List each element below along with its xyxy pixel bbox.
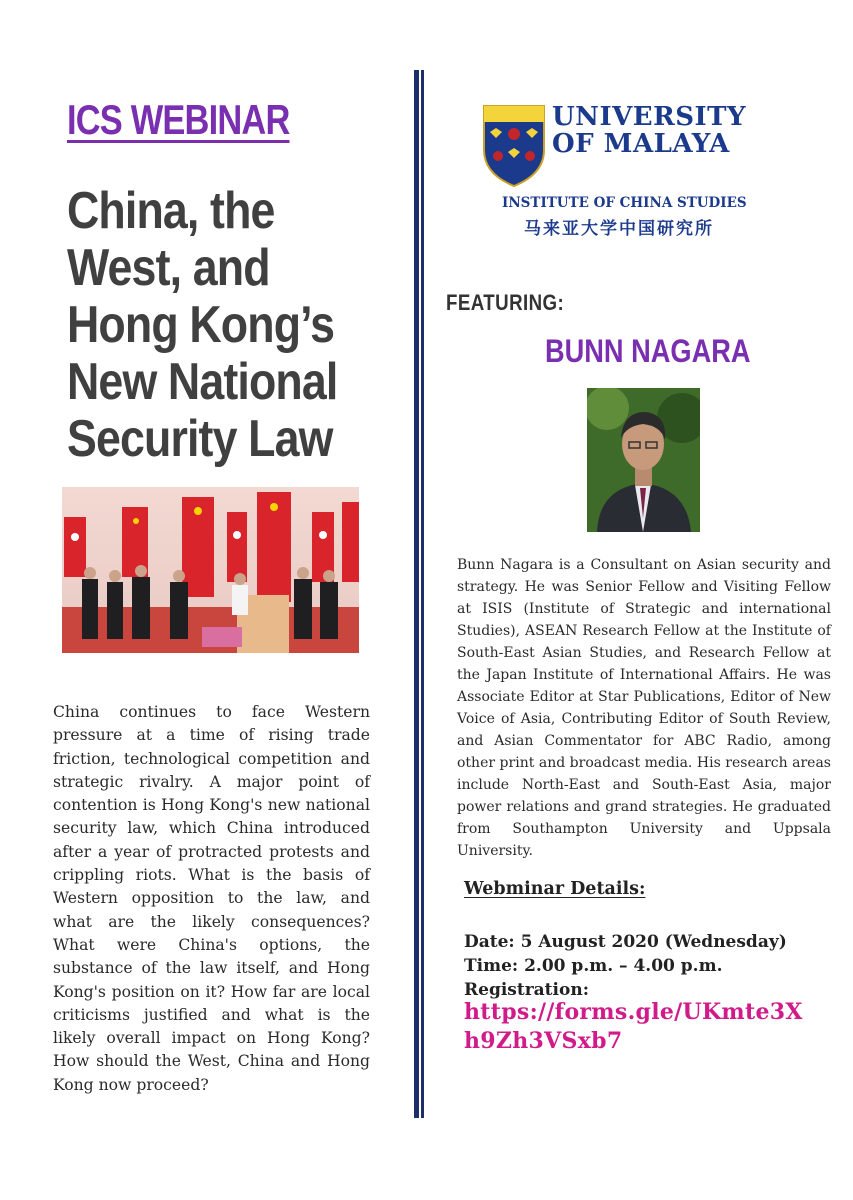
details-heading: Webminar Details: <box>464 879 646 899</box>
registration-link-part1[interactable]: https://forms.gle/UKmte3X <box>464 999 803 1025</box>
speaker-photo <box>587 388 700 532</box>
institute-name-chinese: 马来亚大学中国研究所 <box>524 219 714 239</box>
title-line: West, and <box>67 239 270 297</box>
time-text: Time: 2.00 p.m. – 4.00 p.m. <box>464 956 723 976</box>
shield-icon <box>482 104 546 188</box>
registration-link[interactable] <box>464 998 834 1056</box>
page-title <box>67 183 407 468</box>
title-line: New National <box>67 353 338 411</box>
webinar-label: ICS WEBINAR <box>67 96 290 143</box>
column-divider <box>414 70 421 1118</box>
webinar-details <box>464 930 787 1002</box>
university-name-line2: OF MALAYA <box>552 129 730 159</box>
registration-link-part2[interactable]: h9Zh3VSxb7 <box>464 1028 623 1054</box>
title-line: China, the <box>67 182 275 240</box>
title-line: Security Law <box>67 410 333 468</box>
registration-label: Registration: <box>464 980 589 1000</box>
speaker-bio: Bunn Nagara is a Consultant on Asian security and strategy. He was Senior Fellow and Visiting Fellow at ISIS (Institute of Strategic and international Studies), ASEAN Research Fellow at the Institute of South-East Asian Studies, and Research Fellow at the Japan Institute of International Affairs. He was Associate Editor at Star Publications, Editor of New Voice of Asia, Contributing Editor of South Review, and Asian Commentator for ABC Radio, among other print and broadcast media. His research areas include North-East and South-East Asia, major power relations and grand strategies. He graduated from Southampton University and Uppsala University. <box>457 557 831 859</box>
institute-name: INSTITUTE OF CHINA STUDIES <box>502 195 747 211</box>
university-name-line1: UNIVERSITY <box>552 102 747 132</box>
speaker-name: BUNN NAGARA <box>545 333 751 369</box>
event-photo <box>62 487 359 653</box>
date-text: Date: 5 August 2020 (Wednesday) <box>464 932 787 952</box>
university-name <box>552 104 746 158</box>
event-abstract: China continues to face Western pressure at a time of rising trade friction, technological competition and strategic rivalry. A major point of contention is Hong Kong's new national security law, which China introduced after a year of protracted protests and crippling riots. What is the basis of Western opposition to the law, and what are the likely consequences? What were China's options, the substance of the law itself, and Hong Kong's position on it? How far are local criticisms justified and what is the likely overall impact on Hong Kong? How should the West, China and Hong Kong now proceed? <box>53 703 370 1094</box>
featuring-label: FEATURING: <box>446 290 565 315</box>
university-logo <box>482 102 747 244</box>
title-line: Hong Kong’s <box>67 296 335 354</box>
